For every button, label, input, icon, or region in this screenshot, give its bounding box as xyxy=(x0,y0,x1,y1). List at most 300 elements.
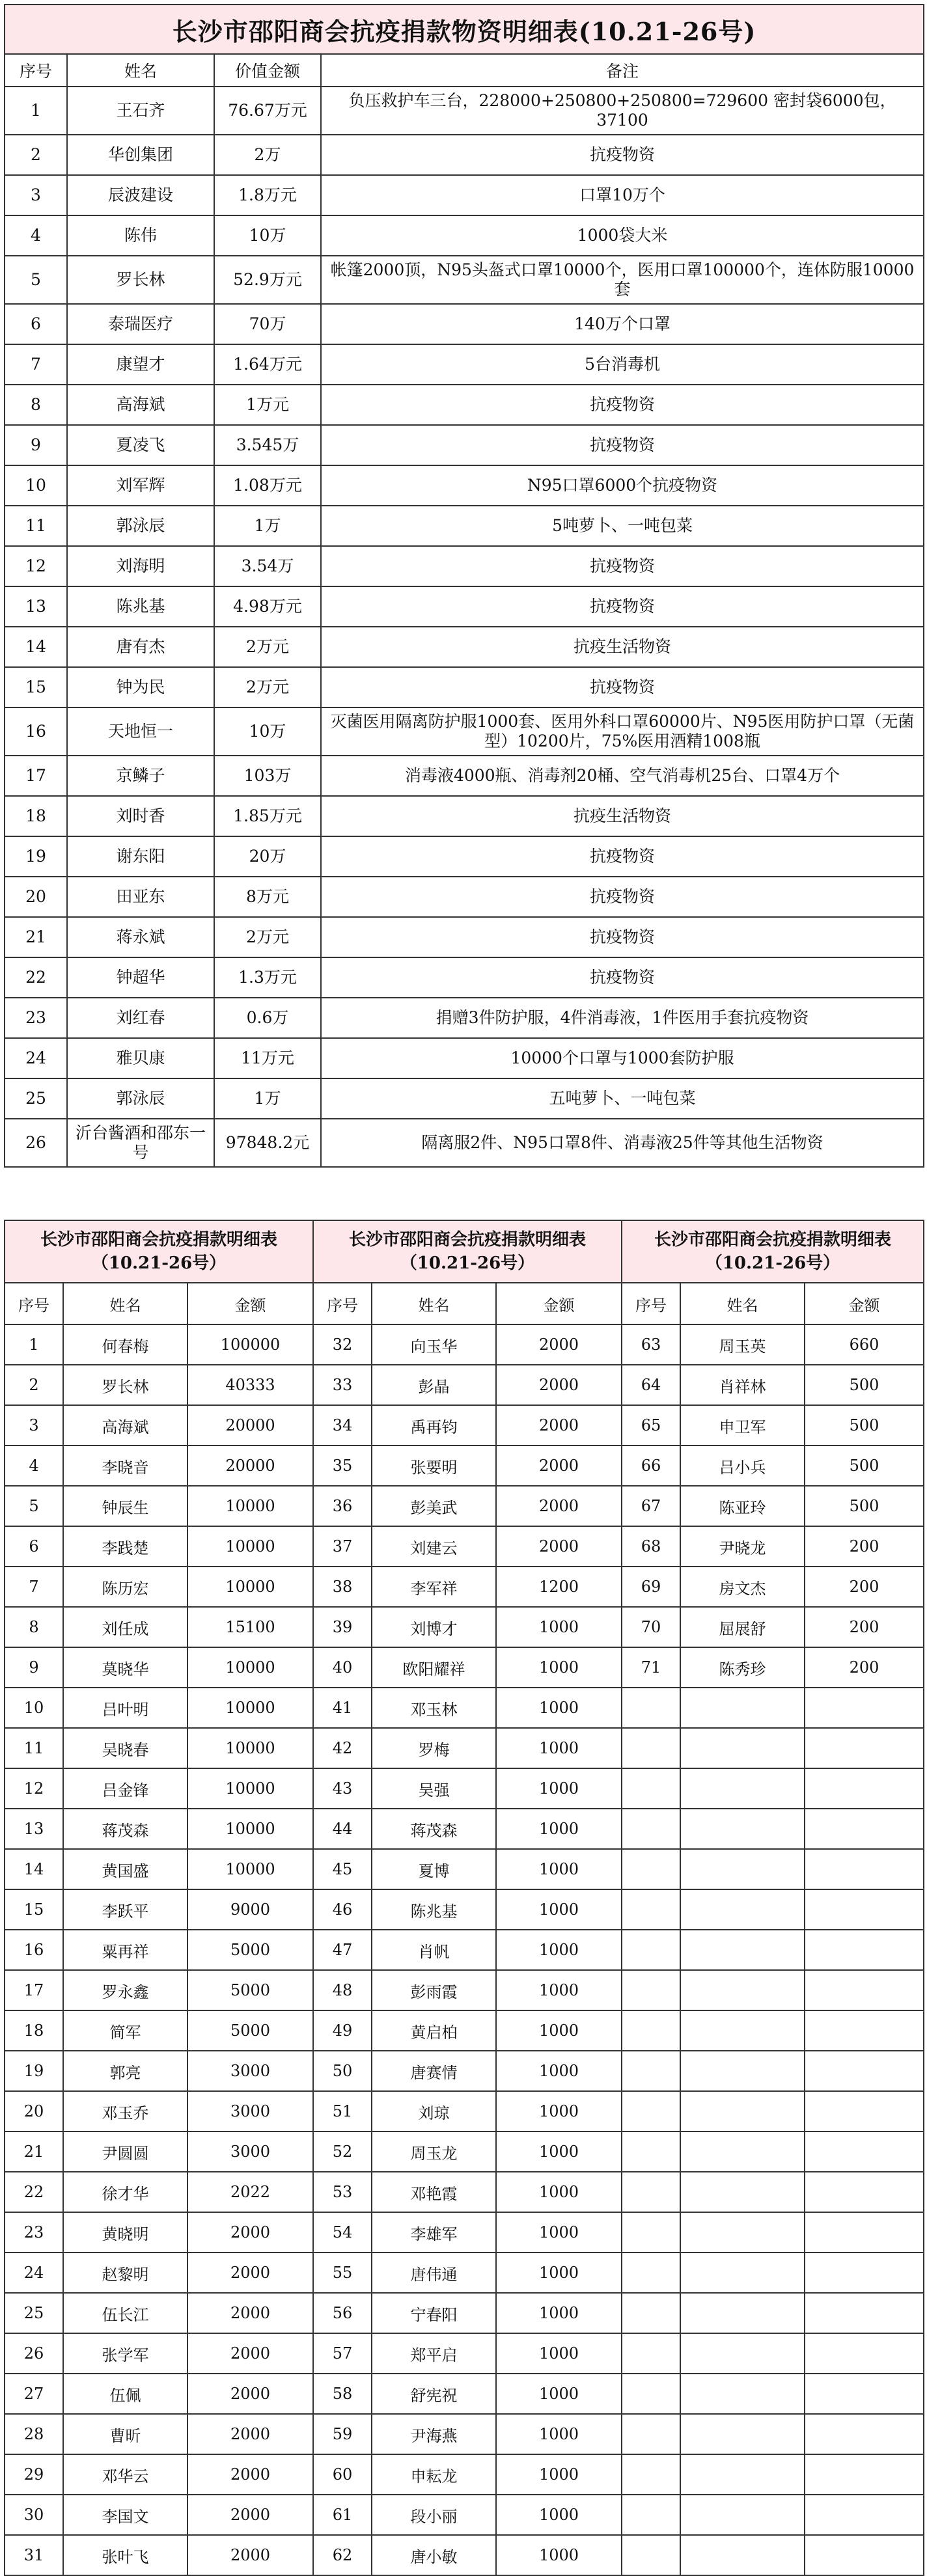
donor-name: 赵黎明 xyxy=(63,2253,187,2293)
donor-no: 50 xyxy=(313,2051,372,2091)
donor-name: 吴晓春 xyxy=(63,1728,187,1768)
donor-amount: 500 xyxy=(805,1405,924,1446)
row-note: 抗疫物资 xyxy=(321,877,924,917)
donor-name: 欧阳耀祥 xyxy=(372,1647,496,1688)
donor-amount: 1000 xyxy=(496,1688,622,1728)
donor-name: 向玉华 xyxy=(372,1324,496,1365)
row-no: 20 xyxy=(5,877,67,917)
donor-name: 罗长林 xyxy=(63,1365,187,1405)
donor-amount xyxy=(805,1728,924,1768)
table-row xyxy=(5,2212,924,2253)
donor-amount: 1000 xyxy=(496,1647,622,1688)
donor-amount xyxy=(805,2333,924,2374)
donor-name: 肖祥林 xyxy=(680,1365,805,1405)
table-row xyxy=(5,586,924,627)
row-no: 19 xyxy=(5,836,67,877)
donor-no: 49 xyxy=(313,2010,372,2051)
donor-name: 莫晓华 xyxy=(63,1647,187,1688)
donor-name: 刘任成 xyxy=(63,1607,187,1647)
donor-amount xyxy=(805,2495,924,2535)
donor-name: 邓艳霞 xyxy=(372,2172,496,2212)
donor-amount: 2000 xyxy=(187,2212,313,2253)
row-name: 天地恒一 xyxy=(67,707,214,756)
header-no: 序号 xyxy=(5,54,67,87)
donor-amount: 200 xyxy=(805,1607,924,1647)
donor-no: 67 xyxy=(622,1486,680,1526)
donor-name: 尹圆圆 xyxy=(63,2131,187,2172)
donor-amount: 5000 xyxy=(187,1970,313,2010)
donor-no xyxy=(622,2010,680,2051)
table-row xyxy=(5,796,924,836)
donor-name xyxy=(680,2051,805,2091)
row-no: 2 xyxy=(5,135,67,175)
donor-name: 李军祥 xyxy=(372,1567,496,1607)
row-no: 1 xyxy=(5,87,67,135)
table-row xyxy=(5,1078,924,1119)
donor-amount: 1000 xyxy=(496,2495,622,2535)
row-name: 郭泳辰 xyxy=(67,506,214,546)
row-no: 24 xyxy=(5,1038,67,1078)
donor-name: 高海斌 xyxy=(63,1405,187,1446)
donor-no: 70 xyxy=(622,1607,680,1647)
donor-amount: 1000 xyxy=(496,2091,622,2131)
row-name: 辰波建设 xyxy=(67,175,214,215)
row-name: 郭泳辰 xyxy=(67,1078,214,1119)
donor-no: 69 xyxy=(622,1567,680,1607)
donor-amount: 1000 xyxy=(496,1809,622,1849)
donor-no: 7 xyxy=(5,1567,63,1607)
row-name: 罗长林 xyxy=(67,256,214,304)
donor-no xyxy=(622,2131,680,2172)
donor-name: 郭亮 xyxy=(63,2051,187,2091)
donor-name: 伍长江 xyxy=(63,2293,187,2333)
row-name: 泰瑞医疗 xyxy=(67,304,214,344)
donor-amount xyxy=(805,1930,924,1970)
row-name: 华创集团 xyxy=(67,135,214,175)
donor-amount xyxy=(805,2051,924,2091)
donor-name: 舒宪祝 xyxy=(372,2374,496,2414)
donor-no: 16 xyxy=(5,1930,63,1970)
table-row xyxy=(5,1119,924,1167)
donor-no: 34 xyxy=(313,1405,372,1446)
row-no: 5 xyxy=(5,256,67,304)
donor-amount: 10000 xyxy=(187,1567,313,1607)
table-row xyxy=(5,2495,924,2535)
row-no: 3 xyxy=(5,175,67,215)
table-row xyxy=(5,2091,924,2131)
row-note: 10000个口罩与1000套防护服 xyxy=(321,1038,924,1078)
row-note: N95口罩6000个抗疫物资 xyxy=(321,465,924,506)
donor-amount: 500 xyxy=(805,1446,924,1486)
donor-name: 简军 xyxy=(63,2010,187,2051)
row-no: 25 xyxy=(5,1078,67,1119)
donations-subtitle-1: 长沙市邵阳商会抗疫捐款明细表（10.21-26号） xyxy=(5,1220,313,1283)
donor-amount xyxy=(805,2010,924,2051)
donor-name: 钟辰生 xyxy=(63,1486,187,1526)
row-no: 10 xyxy=(5,465,67,506)
table-row xyxy=(5,1607,924,1647)
donor-name xyxy=(680,2172,805,2212)
donor-name: 房文杰 xyxy=(680,1567,805,1607)
row-no: 11 xyxy=(5,506,67,546)
donor-name: 肖帆 xyxy=(372,1930,496,1970)
row-note: 口罩10万个 xyxy=(321,175,924,215)
row-note: 抗疫物资 xyxy=(321,957,924,998)
donor-name: 陈兆基 xyxy=(372,1889,496,1930)
donor-no: 10 xyxy=(5,1688,63,1728)
donor-no: 61 xyxy=(313,2495,372,2535)
donor-no: 39 xyxy=(313,1607,372,1647)
row-no: 21 xyxy=(5,917,67,957)
donor-no: 31 xyxy=(5,2535,63,2575)
row-no: 4 xyxy=(5,215,67,256)
donor-name: 尹晓龙 xyxy=(680,1526,805,1567)
donor-name: 尹海燕 xyxy=(372,2414,496,2454)
row-amount: 70万 xyxy=(214,304,321,344)
row-amount: 10万 xyxy=(214,215,321,256)
donor-name: 粟再祥 xyxy=(63,1930,187,1970)
row-no: 8 xyxy=(5,385,67,425)
header-amount: 金额 xyxy=(187,1283,313,1324)
row-amount: 52.9万元 xyxy=(214,256,321,304)
table-row xyxy=(5,1930,924,1970)
row-name: 陈兆基 xyxy=(67,586,214,627)
row-name: 刘军辉 xyxy=(67,465,214,506)
row-note: 抗疫物资 xyxy=(321,667,924,707)
table-row xyxy=(5,344,924,385)
donor-name: 吕小兵 xyxy=(680,1446,805,1486)
donor-name: 申耘龙 xyxy=(372,2454,496,2495)
row-note: 抗疫物资 xyxy=(321,135,924,175)
row-no: 26 xyxy=(5,1119,67,1167)
donor-amount: 10000 xyxy=(187,1526,313,1567)
donor-no xyxy=(622,1930,680,1970)
donor-amount: 1000 xyxy=(496,1728,622,1768)
donor-amount xyxy=(805,2374,924,2414)
row-amount: 97848.2元 xyxy=(214,1119,321,1167)
donor-amount: 10000 xyxy=(187,1688,313,1728)
donor-name: 黄启柏 xyxy=(372,2010,496,2051)
donor-name xyxy=(680,2374,805,2414)
donor-no: 2 xyxy=(5,1365,63,1405)
row-amount: 1.8万元 xyxy=(214,175,321,215)
donor-no: 11 xyxy=(5,1728,63,1768)
donor-name: 刘建云 xyxy=(372,1526,496,1567)
donor-amount: 1000 xyxy=(496,2212,622,2253)
donor-name xyxy=(680,1889,805,1930)
donor-no: 56 xyxy=(313,2293,372,2333)
row-amount: 1.3万元 xyxy=(214,957,321,998)
donor-amount: 2000 xyxy=(187,2293,313,2333)
row-no: 9 xyxy=(5,425,67,465)
table-row xyxy=(5,546,924,586)
donor-name: 张叶飞 xyxy=(63,2535,187,2575)
donor-no: 38 xyxy=(313,1567,372,1607)
table-row xyxy=(5,425,924,465)
donor-name: 何春梅 xyxy=(63,1324,187,1365)
donor-name: 陈亚玲 xyxy=(680,1486,805,1526)
row-note: 抗疫物资 xyxy=(321,836,924,877)
donor-amount xyxy=(805,1688,924,1728)
donor-no: 6 xyxy=(5,1526,63,1567)
donor-no xyxy=(622,1889,680,1930)
donor-name: 郑平启 xyxy=(372,2333,496,2374)
row-name: 陈伟 xyxy=(67,215,214,256)
table-row xyxy=(5,2374,924,2414)
table-row xyxy=(5,627,924,667)
row-amount: 1.85万元 xyxy=(214,796,321,836)
materials-title: 长沙市邵阳商会抗疫捐款物资明细表(10.21-26号) xyxy=(5,5,924,54)
row-amount: 2万 xyxy=(214,135,321,175)
donor-name xyxy=(680,1768,805,1809)
donor-name xyxy=(680,2333,805,2374)
row-name: 康望才 xyxy=(67,344,214,385)
table-row xyxy=(5,1647,924,1688)
donor-no xyxy=(622,2333,680,2374)
row-amount: 0.6万 xyxy=(214,998,321,1038)
donor-no: 24 xyxy=(5,2253,63,2293)
header-no: 序号 xyxy=(622,1283,680,1324)
row-amount: 3.545万 xyxy=(214,425,321,465)
donor-no: 3 xyxy=(5,1405,63,1446)
donor-no: 8 xyxy=(5,1607,63,1647)
donor-no: 25 xyxy=(5,2293,63,2333)
row-amount: 2万元 xyxy=(214,667,321,707)
donor-amount: 500 xyxy=(805,1486,924,1526)
donor-no: 71 xyxy=(622,1647,680,1688)
donor-no: 14 xyxy=(5,1849,63,1889)
donor-no xyxy=(622,1688,680,1728)
donor-no: 42 xyxy=(313,1728,372,1768)
donor-amount: 1000 xyxy=(496,2010,622,2051)
donor-no xyxy=(622,1970,680,2010)
row-note: 捐赠3件防护服，4件消毒液，1件医用手套抗疫物资 xyxy=(321,998,924,1038)
donations-subtitle-2: 长沙市邵阳商会抗疫捐款明细表（10.21-26号） xyxy=(313,1220,622,1283)
donor-no: 57 xyxy=(313,2333,372,2374)
donor-name: 蒋茂森 xyxy=(372,1809,496,1849)
table-row xyxy=(5,135,924,175)
donor-no: 12 xyxy=(5,1768,63,1809)
row-amount: 11万元 xyxy=(214,1038,321,1078)
row-name: 刘红春 xyxy=(67,998,214,1038)
row-note: 负压救护车三台，228000+250800+250800=729600 密封袋6000包，37100 xyxy=(321,87,924,135)
donor-no: 13 xyxy=(5,1809,63,1849)
row-no: 23 xyxy=(5,998,67,1038)
row-name: 谢东阳 xyxy=(67,836,214,877)
donor-no: 19 xyxy=(5,2051,63,2091)
donor-amount xyxy=(805,2172,924,2212)
donor-no xyxy=(622,1768,680,1809)
donor-no: 29 xyxy=(5,2454,63,2495)
donor-name xyxy=(680,2010,805,2051)
donor-name: 李晓音 xyxy=(63,1446,187,1486)
donor-name: 吕金锋 xyxy=(63,1768,187,1809)
donor-amount: 1000 xyxy=(496,1930,622,1970)
row-amount: 4.98万元 xyxy=(214,586,321,627)
donor-no xyxy=(622,2212,680,2253)
header-name: 姓名 xyxy=(372,1283,496,1324)
donor-amount: 500 xyxy=(805,1365,924,1405)
donor-amount: 200 xyxy=(805,1567,924,1607)
row-name: 沂台酱酒和邵东一号 xyxy=(67,1119,214,1167)
row-amount: 1万元 xyxy=(214,385,321,425)
row-note: 抗疫物资 xyxy=(321,586,924,627)
table-row xyxy=(5,1526,924,1567)
donor-amount xyxy=(805,2131,924,2172)
donor-no xyxy=(622,2454,680,2495)
donor-no: 59 xyxy=(313,2414,372,2454)
donor-name: 罗永鑫 xyxy=(63,1970,187,2010)
donor-amount: 1000 xyxy=(496,1970,622,2010)
row-amount: 10万 xyxy=(214,707,321,756)
donor-no xyxy=(622,1849,680,1889)
table-row xyxy=(5,465,924,506)
donor-no: 52 xyxy=(313,2131,372,2172)
donor-name xyxy=(680,2293,805,2333)
donor-name: 吴强 xyxy=(372,1768,496,1809)
row-amount: 1.64万元 xyxy=(214,344,321,385)
table-row xyxy=(5,2172,924,2212)
donor-no: 62 xyxy=(313,2535,372,2575)
row-note: 5吨萝卜、一吨包菜 xyxy=(321,506,924,546)
donor-amount: 5000 xyxy=(187,2010,313,2051)
row-name: 钟为民 xyxy=(67,667,214,707)
donor-name: 唐赛情 xyxy=(372,2051,496,2091)
donor-amount: 2000 xyxy=(496,1526,622,1567)
donor-no xyxy=(622,2374,680,2414)
row-amount: 3.54万 xyxy=(214,546,321,586)
donor-no: 20 xyxy=(5,2091,63,2131)
row-name: 京鳞子 xyxy=(67,756,214,796)
donor-no xyxy=(622,2495,680,2535)
donor-no xyxy=(622,2091,680,2131)
row-note: 抗疫物资 xyxy=(321,917,924,957)
donor-name: 申卫军 xyxy=(680,1405,805,1446)
donor-amount: 10000 xyxy=(187,1768,313,1809)
donor-no: 15 xyxy=(5,1889,63,1930)
row-name: 刘海明 xyxy=(67,546,214,586)
row-no: 22 xyxy=(5,957,67,998)
header-name: 姓名 xyxy=(67,54,214,87)
donor-amount xyxy=(805,2535,924,2575)
row-note: 抗疫生活物资 xyxy=(321,627,924,667)
donor-amount: 9000 xyxy=(187,1889,313,1930)
donor-name xyxy=(680,2495,805,2535)
donor-amount: 1000 xyxy=(496,2131,622,2172)
table-row xyxy=(5,917,924,957)
donor-amount: 10000 xyxy=(187,1728,313,1768)
donor-no: 9 xyxy=(5,1647,63,1688)
row-note: 抗疫物资 xyxy=(321,385,924,425)
table-row xyxy=(5,2131,924,2172)
donor-name: 蒋茂森 xyxy=(63,1809,187,1849)
donor-no: 48 xyxy=(313,1970,372,2010)
donor-amount: 2000 xyxy=(496,1486,622,1526)
donor-name: 徐才华 xyxy=(63,2172,187,2212)
donor-name: 邓玉乔 xyxy=(63,2091,187,2131)
donor-name: 黄国盛 xyxy=(63,1849,187,1889)
row-amount: 103万 xyxy=(214,756,321,796)
donor-name xyxy=(680,1930,805,1970)
table-row xyxy=(5,1849,924,1889)
donor-name: 唐伟通 xyxy=(372,2253,496,2293)
donor-no: 21 xyxy=(5,2131,63,2172)
table-row xyxy=(5,87,924,135)
donor-name: 刘博才 xyxy=(372,1607,496,1647)
header-note: 备注 xyxy=(321,54,924,87)
donor-amount: 1000 xyxy=(496,2535,622,2575)
table-row xyxy=(5,1728,924,1768)
donor-name: 彭晶 xyxy=(372,1365,496,1405)
table-row xyxy=(5,1038,924,1078)
donor-no xyxy=(622,1728,680,1768)
donor-name: 彭美武 xyxy=(372,1486,496,1526)
table-row xyxy=(5,2253,924,2293)
row-no: 6 xyxy=(5,304,67,344)
donor-amount: 3000 xyxy=(187,2131,313,2172)
table-row xyxy=(5,2333,924,2374)
donor-no: 18 xyxy=(5,2010,63,2051)
table-row xyxy=(5,667,924,707)
donor-name: 刘琼 xyxy=(372,2091,496,2131)
donor-name: 陈历宏 xyxy=(63,1567,187,1607)
row-note: 抗疫物资 xyxy=(321,425,924,465)
materials-table xyxy=(4,4,924,1168)
header-amount: 金额 xyxy=(496,1283,622,1324)
donor-no: 35 xyxy=(313,1446,372,1486)
row-name: 田亚东 xyxy=(67,877,214,917)
row-no: 7 xyxy=(5,344,67,385)
donor-no: 44 xyxy=(313,1809,372,1849)
donor-name: 李践楚 xyxy=(63,1526,187,1567)
row-note: 帐篷2000顶，N95头盔式口罩10000个，医用口罩100000个，连体防服10000套 xyxy=(321,256,924,304)
donor-name xyxy=(680,1809,805,1849)
donor-no xyxy=(622,2172,680,2212)
donor-amount: 1000 xyxy=(496,1607,622,1647)
donor-name xyxy=(680,2212,805,2253)
donor-name xyxy=(680,2535,805,2575)
donor-amount: 2000 xyxy=(187,2454,313,2495)
row-name: 王石齐 xyxy=(67,87,214,135)
header-no: 序号 xyxy=(313,1283,372,1324)
row-amount: 2万元 xyxy=(214,917,321,957)
donor-amount: 2000 xyxy=(187,2495,313,2535)
table-row xyxy=(5,1365,924,1405)
donor-name xyxy=(680,2414,805,2454)
donor-no: 26 xyxy=(5,2333,63,2374)
row-note: 灭菌医用隔离防护服1000套、医用外科口罩60000片、N95医用防护口罩（无菌型）10200片，75%医用酒精1008瓶 xyxy=(321,707,924,756)
donor-no: 64 xyxy=(622,1365,680,1405)
row-name: 唐有杰 xyxy=(67,627,214,667)
donor-no: 54 xyxy=(313,2212,372,2253)
row-amount: 1.08万元 xyxy=(214,465,321,506)
donor-name: 周玉龙 xyxy=(372,2131,496,2172)
donor-no: 51 xyxy=(313,2091,372,2131)
donor-amount: 10000 xyxy=(187,1809,313,1849)
table-row xyxy=(5,1970,924,2010)
donor-amount: 1000 xyxy=(496,2414,622,2454)
donor-no: 41 xyxy=(313,1688,372,1728)
donor-name: 彭雨霞 xyxy=(372,1970,496,2010)
donor-amount xyxy=(805,1809,924,1849)
donor-amount: 10000 xyxy=(187,1486,313,1526)
donor-amount: 2000 xyxy=(496,1365,622,1405)
table-row xyxy=(5,998,924,1038)
donor-amount xyxy=(805,1889,924,1930)
table-row xyxy=(5,1688,924,1728)
row-amount: 76.67万元 xyxy=(214,87,321,135)
donor-name: 李跃平 xyxy=(63,1889,187,1930)
